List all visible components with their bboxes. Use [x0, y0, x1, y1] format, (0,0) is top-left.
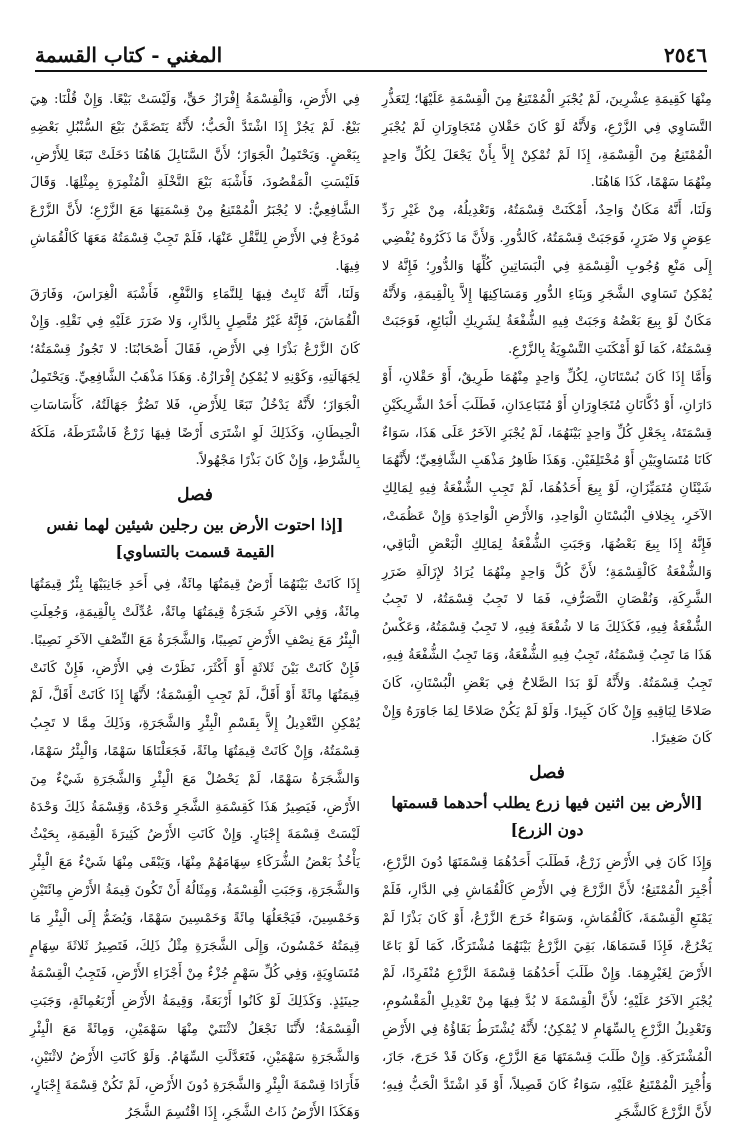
paragraph: وَإِذَا كَانَ فِي الأَرْضِ زَرْعٌ، فَطَلَبَ أَحَدُهُمَا قِسْمَتَهَا دُونَ الزَّرْعِ، أُجْبِرَ الْمُمْتَنِعُ؛ لأَنَّ الزَّرْعَ فِي الأَرْضِ كَالْقُمَاشِ فِي الدَّارِ، فَلَمْ يَمْنَعِ الْقِسْمَةَ، كَالْقُمَاشِ، وَسَوَاءٌ خَرَجَ الزَّرْعُ، أَوْ كَانَ بَذْرًا لَمْ يَخْرُجْ، فَإِذَا قَسَمَاهَا، بَقِيَ الزَّرْعُ بَيْنَهُمَا مُشْتَرَكًا، كَمَا لَوْ بَاعَا الأَرْضَ لِغَيْرِهِمَا. وَإِنْ طَلَبَ أَحَدُهُمَا قِسْمَةَ الزَّرْعِ مُنْفَرِدًا، لَمْ يُجْبَرِ الآخَرُ عَلَيْهِ؛ لأَنَّ الْقِسْمَةَ لا بُدَّ فِيهَا مِنْ تَعْدِيلِ الْمَقْسُومِ، وَتَعْدِيلُ الزَّرْعِ بِالسِّهَامِ لا يُمْكِنُ؛ لأَنَّهُ يُشْتَرَطُ بَقَاؤُهُ فِي الأَرْضِ الْمُشْتَرَكَةِ. وَإِنْ طَلَبَ قِسْمَتَهَا مَعَ الزَّرْعِ، وَكَانَ قَدْ خَرَجَ، جَازَ، وَأُجْبِرَ الْمُمْتَنِعُ عَلَيْهِ، سَوَاءٌ كَانَ قَصِيلاً، أَوْ قَدِ اشْتَدَّ الْحَبُّ فِيهِ؛ لأَنَّ الزَّرْعَ كَالشَّجَرِ [382, 855, 712, 1121]
paragraph: وَأَمَّا إِذَا كَانَ بُسْتَانَانِ، لِكُلِّ وَاحِدٍ مِنْهُمَا طَرِيقٌ، أَوْ حَقْلانِ، أَوْ دَارَانِ، أَوْ دُكَّانَانِ مُتَجَاوِرَانِ أَوْ مُتَبَاعِدَانِ، فَطَلَبَ أَحَدُ الشَّرِيكَيْنِ قِسْمَتَهُ، بِجَعْلِ كُلِّ وَاحِدٍ بَيْنَهُمَا، لَمْ يُجْبَرِ الآخَرُ عَلَى هَذَا، سَوَاءٌ كَانَا مُتَسَاوِيَيْنِ أَوْ مُخْتَلِفَيْنِ. وَهَذَا ظَاهِرُ مَذْهَبِ الشَّافِعِيِّ؛ لأَنَّهُمَا شَيْئَانِ مُتَمَيِّزَانِ، لَوْ بِيعَ أَحَدُهُمَا، لَمْ تَجِبِ الشُّفْعَةُ فِيهِ لِمَالِكِ الآخَرِ، بِخِلافِ الْبُسْتَانِ الْوَاحِدِ، وَالأَرْضِ الْوَاحِدَةِ وَإِنْ عَظُمَتْ، فَإِنَّهُ إِذَا بِيعَ بَعْضُهَا، وَجَبَتِ الشُّفْعَةُ لِمَالِكِ الْبَعْضِ الْبَاقِي، وَالشُّفْعَةُ كَالْقِسْمَةِ؛ لأَنَّ كُلَّ وَاحِدٍ مِنْهُمَا يُرَادُ لإِزَالَةِ ضَرَرِ الشَّرِكَةِ، وَنُقْصَانِ التَّصَرُّفِ، فَمَا لا تَجِبُ قِسْمَتُهُ، لا تَجِبُ الشُّفْعَةُ فِيهِ، فَكَذَلِكَ مَا لا شُفْعَةَ فِيهِ، لا تَجِبُ قِسْمَتُهُ، وَعَكْسُ هَذَا مَا تَجِبُ قِسْمَتُهُ، تَجِبُ فِيهِ الشُّفْعَةُ، وَمَا تَجِبُ الشُّفْعَةُ فِيهِ، تَجِبُ قِسْمَتُهُ. وَلأَنَّهُ لَوْ بَدَا الصَّلاحُ فِي بَعْضِ الْبُسْتَانِ، كَانَ صَلاحًا لِبَاقِيهِ وَإِنْ كَانَ كَبِيرًا. وَلَوْ لَمْ يَكُنْ صَلاحًا لِمَا جَاوَرَهُ وَإِنْ كَانَ صَغِيرًا. [382, 369, 712, 747]
chapter-title: [الأرض بين اثنين فيها زرع يطلب أحدهما قسمتها دون الزرع] [391, 793, 703, 840]
page-number: ٢٥٤٦ [664, 43, 707, 67]
section-heading: فصل [177, 485, 213, 506]
running-title: المغني - كتاب القسمة [35, 43, 223, 67]
paragraph: وَلَنَا، أَنَّهُ مَكَانٌ وَاحِدٌ، أَمْكَنَتْ قِسْمَتُهُ، وَتَعْدِيلُهُ، مِنْ غَيْرِ رَدِّ عِوَضٍ وَلا ضَرَرٍ، فَوَجَبَتْ قِسْمَتُهُ، كَالدُّورِ. وَلأَنَّ مَا ذَكَرُوهُ يُفْضِي إِلَى مَنْعِ وُجُوبِ الْقِسْمَةِ فِي الْبَسَاتِينِ كُلِّهَا وَالدُّورِ؛ فَإِنَّهُ لا يُمْكِنُ تَسَاوِي الشَّجَرِ وَبِنَاءِ الدُّورِ وَمَسَاكِنِهَا إِلاَّ بِالْقِيمَةِ، وَلأَنَّهُ مَكَانٌ لَوْ بِيعَ بَعْضُهُ وَجَبَتْ فِيهِ الشُّفْعَةُ لِشَرِيكِ الْبَائِعِ، فَوَجَبَتْ قِسْمَتُهُ، كَمَا لَوْ أَمْكَنَتِ التَّسْوِيَةُ بِالزَّرْعِ. [382, 203, 712, 358]
paragraph: فِي الأَرْضِ، وَالْقِسْمَةُ إِفْرَازُ حَقٍّ، وَلَيْسَتْ بَيْعًا. وَإِنْ قُلْنَا: هِيَ بَيْعٌ. لَمْ يَجُزْ إِذَا اشْتَدَّ الْحَبُّ؛ لأَنَّهُ يَتَضَمَّنُ بَيْعَ السُّنْبُلِ بَعْضِهِ بِبَعْضٍ. وَيَحْتَمِلُ الْجَوَازَ؛ لأَنَّ السَّنَابِلَ هَاهُنَا دَخَلَتْ تَبَعًا لِلأَرْضِ، فَلَيْسَتِ الْمَقْصُودَ، فَأَشْبَهَ بَيْعَ النَّخْلَةِ الْمُثْمِرَةِ بِمِثْلِهَا. وَقَالَ الشَّافِعِيُّ: لا يُجْبَرُ الْمُمْتَنِعُ مِنْ قِسْمَتِهَا مَعَ الزَّرْعِ؛ لأَنَّ الزَّرْعَ مُودَعٌ فِي الأَرْضِ لِلنَّقْلِ عَنْهَا، فَلَمْ تَجِبْ قِسْمَتُهُ مَعَهَا كَالْقُمَاشِ فِيهَا. [30, 92, 360, 274]
paragraph: إِذَا كَانَتْ بَيْنَهُمَا أَرْضٌ قِيمَتُهَا مِائَةٌ، فِي أَحَدِ جَانِبَيْهَا بِئْرٌ قِيمَتُهَا مِائَةٌ، وَفِي الآخَرِ شَجَرَةٌ قِيمَتُهَا مِائَةٌ، عُدِّلَتْ بِالْقِيمَةِ، وَجُعِلَتِ الْبِئْرُ مَعَ نِصْفِ الأَرْضِ نَصِيبًا، وَالشَّجَرَةُ مَعَ النِّصْفِ الآخَرِ نَصِيبًا. فَإِنْ كَانَتْ بَيْنَ ثَلاثَةٍ أَوْ أَكْثَرَ، نَظَرْتَ فِي الأَرْضِ، فَإِنْ كَانَتْ قِيمَتُهَا مِائَةً أَوْ أَقَلَّ، لَمْ تَجِبِ الْقِسْمَةُ؛ لأَنَّهَا إِذَا كَانَتْ أَقَلَّ، لَمْ يُمْكِنِ التَّعْدِيلُ إِلاَّ بِقَسْمِ الْبِئْرِ وَالشَّجَرَةِ، وَذَلِكَ مِمَّا لا تَجِبُ قِسْمَتُهُ، وَإِنْ كَانَتْ قِيمَتُهَا مِائَةً، فَجَعَلْنَاهَا سَهْمًا، وَالْبِئْرُ سَهْمًا، وَالشَّجَرَةُ سَهْمًا، لَمْ يَحْصُلْ مَعَ الْبِئْرِ وَالشَّجَرَةِ شَيْءٌ مِنَ الأَرْضِ، فَيَصِيرُ هَذَا كَقِسْمَةِ الشَّجَرِ وَحْدَهُ، وَقِسْمَةُ ذَلِكَ وَحْدَهُ لَيْسَتْ قِسْمَةَ إِجْبَارٍ. وَإِنْ كَانَتِ الأَرْضُ كَثِيرَةَ الْقِيمَةِ، بِحَيْثُ يَأْخُذُ بَعْضُ الشُّرَكَاءِ سِهَامَهُمْ مِنْهَا، وَيَبْقَى مِنْهَا شَيْءٌ مَعَ الْبِئْرِ وَالشَّجَرَةِ، وَجَبَتِ الْقِسْمَةُ، وَمِثَالُهُ أَنْ تَكُونَ قِيمَةُ الأَرْضِ مِائَتَيْنِ وَخَمْسِينَ، فَيَجْعَلُهَا مِائَةً وَخَمْسِينَ سَهْمًا، وَيُضَمُّ إِلَى الْبِئْرِ مَا قِيمَتُهُ خَمْسُونَ، وَإِلَى الشَّجَرَةِ مِثْلُ ذَلِكَ، فَتَصِيرُ ثَلاثَةَ سِهَامٍ مُتَسَاوِيَةٍ، وَفِي كُلِّ سَهْمٍ جُزْءٌ مِنْ أَجْزَاءِ الأَرْضِ، فَتَجِبُ الْقِسْمَةُ حِينَئِذٍ. وَكَذَلِكَ لَوْ كَانُوا أَرْبَعَةً، وَقِيمَةُ الأَرْضِ أَرْبَعُمِائَةٍ، وَجَبَتِ الْقِسْمَةُ؛ لأَنَّنَا نَجْعَلُ لاثْنَتَيْ مِنْهَا سَهْمَيْنِ، وَمِائَةً مَعَ الْبِئْرِ وَالشَّجَرَةِ سَهْمَيْنِ، فَتَعَدَّلَتِ السِّهَامُ. وَلَوْ كَانَتِ الأَرْضُ لاثْنَيْنِ، فَأَرَادَا قِسْمَةَ الْبِئْرِ وَالشَّجَرَةِ دُونَ الأَرْضِ، لَمْ تَكُنْ قِسْمَةَ إِجْبَارٍ، وَهَكَذَا الأَرْضُ ذَاتُ الشَّجَرِ، إِذَا اقْتُسِمَ الشَّجَرُ [30, 577, 360, 1121]
left-column [30, 86, 360, 1121]
paragraph: وَلَنَا، أَنَّهُ ثَابِتٌ فِيهَا لِلنَّمَاءِ وَالنَّفْعِ، فَأَشْبَهَ الْغِرَاسَ، وَفَارَقَ الْقُمَاشَ، فَإِنَّهُ غَيْرُ مُتَّصِلٍ بِالدَّارِ، وَلا ضَرَرَ عَلَيْهِ فِي نَقْلِهِ. وَإِنْ كَانَ الزَّرْعُ بَذْرًا فِي الأَرْضِ، فَقَالَ أَصْحَابُنَا: لا تَجُوزُ قِسْمَتُهُ؛ لِجَهَالَتِهِ، وَكَوْنِهِ لا يُمْكِنُ إِفْرَازُهُ. وَهَذَا مَذْهَبُ الشَّافِعِيِّ. وَيَحْتَمِلُ الْجَوَازَ؛ لأَنَّهُ يَدْخُلُ تَبَعًا لِلأَرْضِ، فَلا تَضُرُّ جَهَالَتُهُ، كَأَسَاسَاتِ الْحِيطَانِ، وَكَذَلِكَ لَوِ اشْتَرَى أَرْضًا فِيهَا زَرْعٌ فَاشْتَرَطَهُ، مَلَكَهُ بِالشَّرْطِ، وَإِنْ كَانَ بَذْرًا مَجْهُولاً. [30, 286, 360, 469]
paragraph: مِنْهَا كَقِيمَةِ عِشْرِينَ، لَمْ يُجْبَرِ الْمُمْتَنِعُ مِنَ الْقِسْمَةِ عَلَيْهَا؛ لِتَعَذُّرِ التَّسَاوِي فِي الزَّرْعِ، وَلأَنَّهُ لَوْ كَانَ حَقْلانِ مُتَجَاوِرَانِ لَمْ يُجْبَرِ الْمُمْتَنِعُ مِنَ الْقِسْمَةِ، إِذَا لَمْ تُمْكِنْ إِلاَّ بِأَنْ يَجْعَلَ لِكُلِّ وَاحِدٍ مِنْهُمَا سَهْمًا، كَذَا هَاهُنَا. [382, 92, 712, 191]
page-header [35, 40, 707, 72]
right-column [382, 86, 712, 1121]
section-heading: فصل [529, 763, 565, 784]
text-columns [30, 86, 712, 1121]
chapter-title: [إذا احتوت الأرض بين رجلين شيئين لهما نفس القيمة قسمت بالتساوي] [46, 515, 344, 562]
